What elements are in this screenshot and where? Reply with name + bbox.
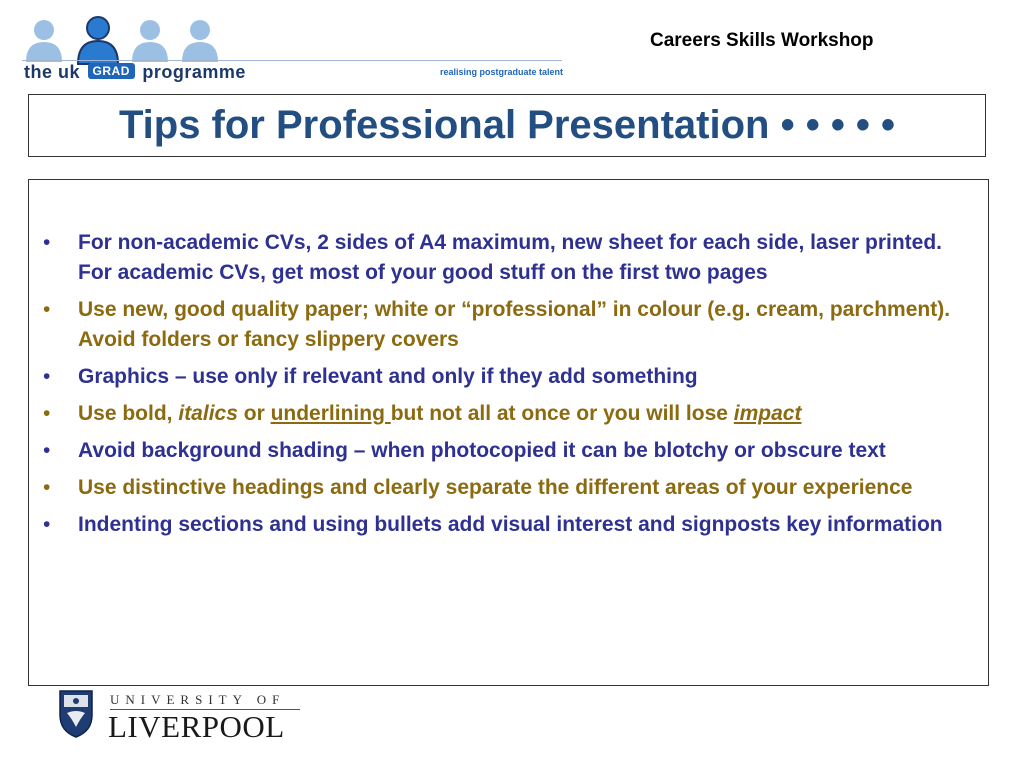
crest-icon	[58, 689, 94, 739]
bullet-icon: •	[43, 365, 51, 388]
italics-example: italics	[178, 402, 238, 425]
impact-word: impact	[733, 402, 802, 425]
list-item: • For non-academic CVs, 2 sides of A4 maximum, new sheet for each side, laser printed. For academic CVs, get most of your good stuff on the first two pages	[43, 228, 973, 288]
title-box	[28, 94, 986, 157]
university-logo	[58, 687, 298, 745]
list-item: • Indenting sections and using bullets add visual interest and signposts key information	[43, 510, 973, 540]
slide-title: Tips for Professional Presentation • • • • •	[118, 103, 896, 147]
list-item: • Avoid background shading – when photocopied it can be blotchy or obscure text	[43, 436, 973, 466]
bullet-icon: •	[43, 298, 51, 321]
list-item: • Graphics – use only if relevant and only if they add something	[43, 362, 973, 392]
university-of-text: UNIVERSITY OF	[110, 692, 286, 707]
content-box	[28, 179, 989, 686]
list-item: • Use bold, italics or underlining but not all at once or you will lose impact	[43, 399, 973, 429]
bullet-list	[43, 228, 973, 547]
logo-divider	[22, 60, 562, 61]
underline-example: underlining	[270, 402, 391, 425]
logo-wordmark: the uk GRAD programme	[24, 62, 246, 82]
logo-tagline: realising postgraduate talent	[440, 67, 564, 77]
bullet-icon: •	[43, 476, 51, 499]
bullet-icon: •	[43, 231, 51, 254]
bullet-icon: •	[43, 513, 51, 536]
university-name: LIVERPOOL	[108, 709, 285, 744]
list-item: • Use new, good quality paper; white or “professional” in colour (e.g. cream, parchment). Avoid folders or fancy slippery covers	[43, 295, 973, 355]
workshop-title: Careers Skills Workshop	[650, 30, 874, 51]
bullet-icon: •	[43, 402, 51, 425]
uk-grad-logo	[22, 14, 567, 84]
list-item: • Use distinctive headings and clearly separate the different areas of your experience	[43, 473, 973, 503]
bullet-icon: •	[43, 439, 51, 462]
grad-badge: GRAD	[88, 63, 135, 79]
